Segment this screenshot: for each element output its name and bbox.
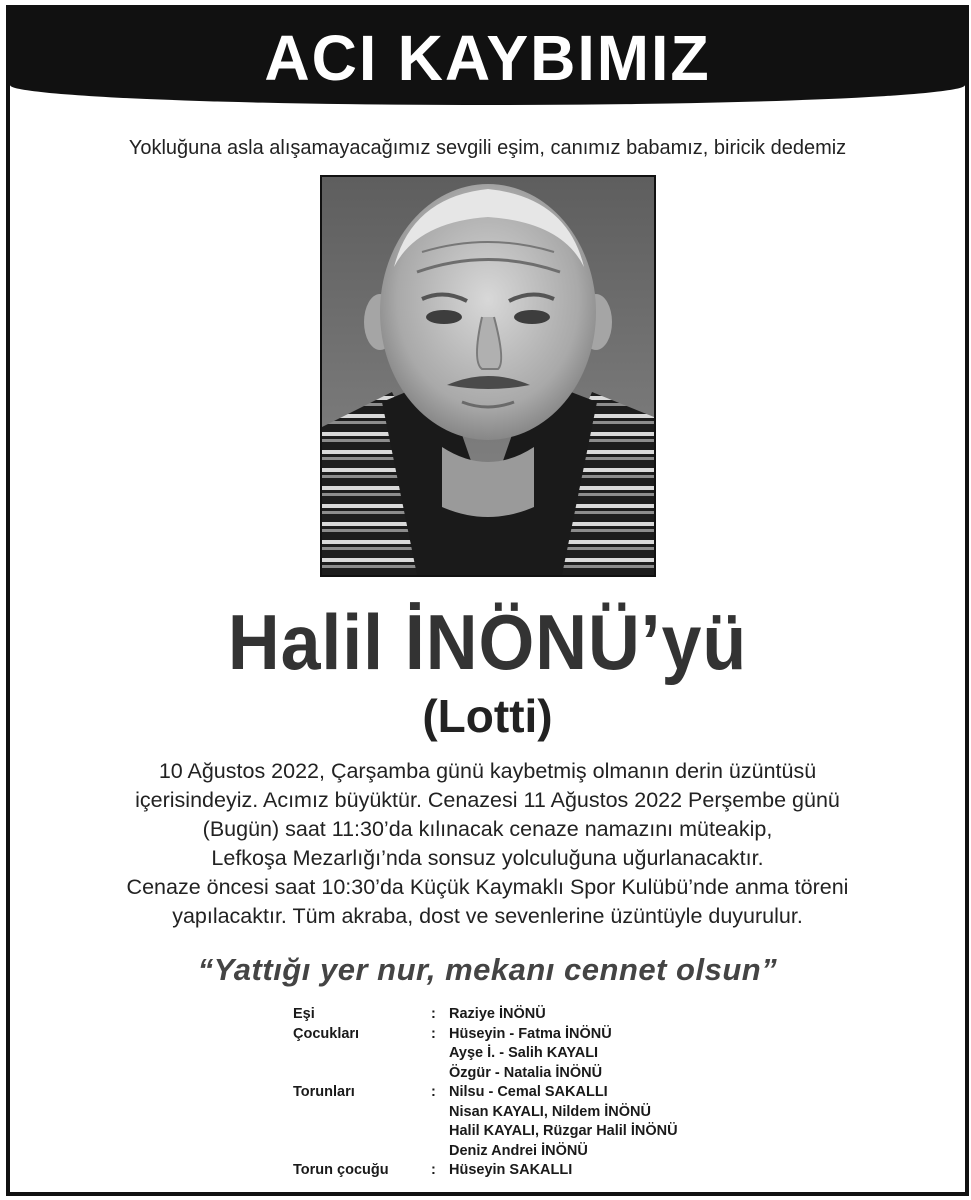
announcement-line: yapılacaktır. Tüm akraba, dost ve sevenlerine üzüntüyle duyurulur. bbox=[172, 904, 803, 928]
family-member: Hüseyin SAKALLI bbox=[449, 1162, 573, 1178]
family-member: Özgür - Natalia İNÖNÜ bbox=[449, 1064, 603, 1081]
portrait-photo bbox=[320, 175, 656, 577]
intro-text: Yokluğuna asla alışamayacağımız sevgili eşim, canımız babamız, biricik dedemiz bbox=[128, 137, 847, 159]
family-member: Raziye İNÖNÜ bbox=[449, 1006, 546, 1022]
family-list bbox=[293, 1005, 853, 1181]
family-label: Torunları bbox=[293, 1084, 355, 1100]
family-row-grandchildren bbox=[293, 1083, 853, 1161]
announcement-line: 10 Ağustos 2022, Çarşamba günü kaybetmiş olmanın derin üzüntüsü bbox=[158, 759, 817, 783]
family-member: Halil KAYALI, Rüzgar Halil İNÖNÜ bbox=[449, 1123, 678, 1139]
obituary-notice bbox=[6, 5, 969, 1196]
family-member: Hüseyin - Fatma İNÖNÜ bbox=[449, 1025, 612, 1042]
memorial-quote: “Yattığı yer nur, mekanı cennet olsun” bbox=[197, 952, 778, 987]
announcement-line: (Bugün) saat 11:30’da kılınacak cenaze namazını müteakip, bbox=[202, 817, 773, 841]
announcement-line: Lefkoşa Mezarlığı’nda sonsuz yolculuğuna uğurlanacaktır. bbox=[211, 846, 764, 870]
family-colon: : bbox=[431, 1025, 436, 1042]
family-member: Nisan KAYALI, Nildem İNÖNÜ bbox=[449, 1103, 651, 1120]
family-names bbox=[449, 1083, 853, 1161]
family-names bbox=[449, 1005, 853, 1025]
header-title: ACI KAYBIMIZ bbox=[264, 22, 711, 94]
family-row-children bbox=[293, 1025, 853, 1084]
family-names bbox=[449, 1025, 853, 1084]
family-label: Torun çocuğu bbox=[293, 1162, 389, 1178]
announcement-line: içerisindeyiz. Acımız büyüktür. Cenazesi 11 Ağustos 2022 Perşembe günü bbox=[135, 788, 840, 812]
family-colon: : bbox=[431, 1006, 436, 1022]
deceased-name: Halil İNÖNÜ’yü bbox=[227, 598, 748, 686]
family-member: Nilsu - Cemal SAKALLI bbox=[449, 1084, 608, 1100]
family-member: Deniz Andrei İNÖNÜ bbox=[449, 1142, 588, 1159]
family-row-great-grandchild bbox=[293, 1161, 853, 1181]
family-label: Eşi bbox=[293, 1006, 315, 1022]
family-names bbox=[449, 1161, 853, 1181]
deceased-nickname: (Lotti) bbox=[422, 690, 553, 742]
announcement-line: Cenaze öncesi saat 10:30’da Küçük Kaymaklı Spor Kulübü’nde anma töreni bbox=[126, 875, 849, 899]
family-member: Ayşe İ. - Salih KAYALI bbox=[449, 1045, 599, 1061]
family-colon: : bbox=[431, 1084, 436, 1100]
family-row-spouse bbox=[293, 1005, 853, 1025]
announcement-text bbox=[20, 757, 955, 931]
family-label: Çocukları bbox=[293, 1025, 360, 1042]
family-colon: : bbox=[431, 1162, 436, 1178]
